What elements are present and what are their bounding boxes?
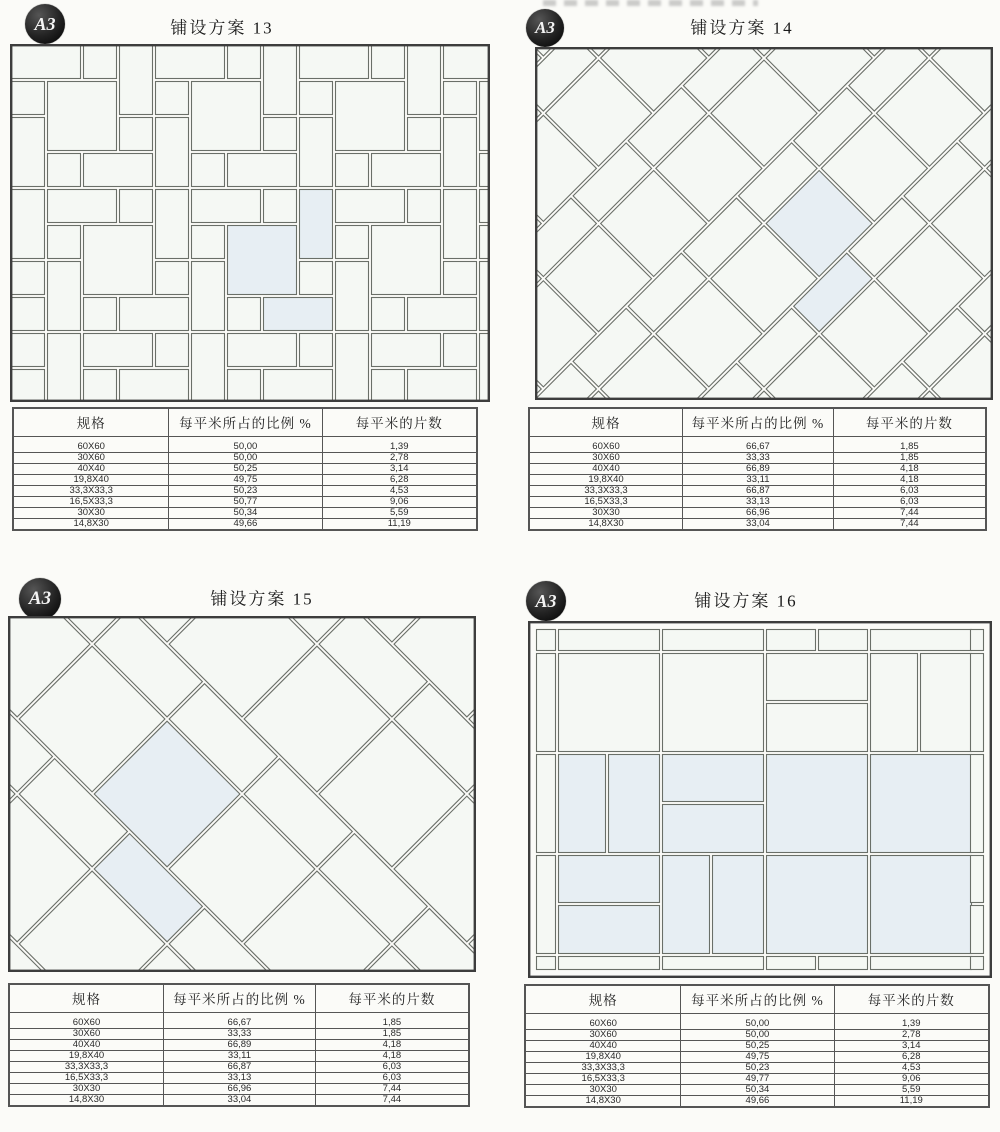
table-cell: 66,96 bbox=[683, 508, 834, 519]
table-cell: 33,3X33,3 bbox=[525, 1063, 681, 1074]
spec-table bbox=[12, 407, 478, 529]
table-cell: 30X60 bbox=[529, 453, 683, 464]
table-row bbox=[529, 497, 986, 508]
table-cell: 5,59 bbox=[322, 508, 477, 519]
table-cell: 7,44 bbox=[382, 1094, 402, 1105]
table-row bbox=[9, 1051, 469, 1062]
table-cell: 4,53 bbox=[834, 1063, 989, 1074]
table-cell: 66,89 bbox=[164, 1040, 316, 1051]
table-cell: 4,18 bbox=[315, 1051, 469, 1062]
table-row bbox=[529, 442, 986, 453]
table-row bbox=[9, 1018, 469, 1029]
table-cell: 49,66 bbox=[681, 1096, 834, 1108]
table-cell: 40X40 bbox=[13, 464, 169, 475]
table-cell: 33,13 bbox=[164, 1073, 316, 1084]
table-row bbox=[9, 1073, 469, 1084]
table-cell: 6,03 bbox=[315, 1062, 469, 1073]
table-cell: 1,85 bbox=[833, 442, 986, 453]
table-cell: 50,23 bbox=[681, 1063, 834, 1074]
table-cell: 50,23 bbox=[169, 486, 322, 497]
table-row bbox=[525, 1074, 989, 1085]
table-cell: 19,8X40 bbox=[9, 1051, 164, 1062]
table-header-cell: 每平米所占的比例 % bbox=[164, 984, 316, 1013]
panel-title: 铺设方案 13 bbox=[170, 18, 274, 38]
table-row bbox=[13, 453, 477, 464]
table-cell: 4,18 bbox=[833, 475, 986, 486]
table-cell: 3,14 bbox=[322, 464, 477, 475]
table-header-cell: 规格 bbox=[13, 408, 169, 437]
panel-15 bbox=[0, 555, 500, 1132]
table-cell: 16,5X33,3 bbox=[529, 497, 683, 508]
table-row bbox=[525, 1096, 989, 1108]
table-row bbox=[525, 1019, 989, 1030]
table-cell: 16,5X33,3 bbox=[13, 497, 169, 508]
table-row bbox=[13, 508, 477, 519]
table-row bbox=[525, 1052, 989, 1063]
table-cell: 30X30 bbox=[525, 1085, 681, 1096]
table-cell: 6,28 bbox=[834, 1052, 989, 1063]
table-row bbox=[525, 1030, 989, 1041]
spec-table bbox=[8, 983, 470, 1103]
table-cell: 66,67 bbox=[683, 442, 834, 453]
tile-diagram bbox=[10, 44, 490, 402]
panel-13 bbox=[0, 0, 500, 577]
table-header-cell: 每平米的片数 bbox=[315, 984, 469, 1013]
table-cell: 50,34 bbox=[169, 508, 322, 519]
table-row bbox=[529, 453, 986, 464]
table-header-row bbox=[9, 984, 469, 1013]
table-row bbox=[529, 475, 986, 486]
tile-diagram bbox=[8, 616, 476, 972]
table-cell: 16,5X33,3 bbox=[525, 1074, 681, 1085]
table-cell: 49,66 bbox=[169, 519, 322, 531]
table-cell: 4,53 bbox=[322, 486, 477, 497]
table-row bbox=[9, 1029, 469, 1040]
table-row bbox=[525, 1085, 989, 1096]
table-header-cell: 规格 bbox=[529, 408, 683, 437]
spec-table bbox=[524, 984, 990, 1106]
table-cell: 5,59 bbox=[834, 1085, 989, 1096]
table-cell: 50,25 bbox=[681, 1041, 834, 1052]
table-cell: 66,96 bbox=[164, 1084, 316, 1095]
table-cell: 66,89 bbox=[683, 464, 834, 475]
table-cell: 6,03 bbox=[833, 497, 986, 508]
table-cell: 14,8X30 bbox=[529, 519, 683, 531]
table-row bbox=[13, 519, 477, 531]
table-cell: 49,77 bbox=[681, 1074, 834, 1085]
table-cell: 19,8X40 bbox=[525, 1052, 681, 1063]
table-cell: 33,04 bbox=[683, 519, 834, 531]
table-row bbox=[9, 1040, 469, 1051]
table-cell: 19,8X40 bbox=[13, 475, 169, 486]
a3-badge: A3 bbox=[25, 4, 65, 44]
table-cell: 33,3X33,3 bbox=[9, 1062, 164, 1073]
table-cell: 11,19 bbox=[899, 1095, 923, 1106]
table-cell: 30X60 bbox=[13, 453, 169, 464]
a3-badge: A3 bbox=[526, 581, 566, 621]
table-cell: 33,33 bbox=[164, 1029, 316, 1040]
table-cell: 66,87 bbox=[683, 486, 834, 497]
table-cell: 50,00 bbox=[169, 442, 322, 453]
table-cell: 1,85 bbox=[315, 1018, 469, 1029]
table-cell: 33,3X33,3 bbox=[529, 486, 683, 497]
table-cell: 40X40 bbox=[525, 1041, 681, 1052]
table-cell: 1,85 bbox=[315, 1029, 469, 1040]
table-cell: 33,3X33,3 bbox=[13, 486, 169, 497]
table-cell: 49,75 bbox=[681, 1052, 834, 1063]
table-cell: 50,00 bbox=[681, 1019, 834, 1030]
table-cell: 9,06 bbox=[834, 1074, 989, 1085]
table-row bbox=[529, 508, 986, 519]
table-cell: 4,18 bbox=[833, 464, 986, 475]
table-header-cell: 每平米的片数 bbox=[322, 408, 477, 437]
table-cell: 6,03 bbox=[315, 1073, 469, 1084]
table-cell: 1,85 bbox=[833, 453, 986, 464]
table-cell: 33,33 bbox=[683, 453, 834, 464]
table-cell: 66,67 bbox=[164, 1018, 316, 1029]
table-cell: 14,8X30 bbox=[13, 519, 169, 531]
table-cell: 14,8X30 bbox=[525, 1096, 681, 1108]
table-header-cell: 规格 bbox=[9, 984, 164, 1013]
table-header-cell: 每平米的片数 bbox=[834, 985, 989, 1014]
table-header-cell: 每平米的片数 bbox=[833, 408, 986, 437]
panel-16 bbox=[500, 555, 1000, 1132]
table-cell: 30X60 bbox=[525, 1030, 681, 1041]
table-cell: 7,44 bbox=[833, 508, 986, 519]
table-cell: 60X60 bbox=[525, 1019, 681, 1030]
table-cell: 60X60 bbox=[529, 442, 683, 453]
table-cell: 60X60 bbox=[13, 442, 169, 453]
table-header-cell: 每平米所占的比例 % bbox=[681, 985, 834, 1014]
table-header-cell: 规格 bbox=[525, 985, 681, 1014]
table-cell: 50,77 bbox=[169, 497, 322, 508]
table-cell: 33,04 bbox=[164, 1095, 316, 1107]
tile-diagram bbox=[528, 621, 992, 978]
table-cell: 4,18 bbox=[315, 1040, 469, 1051]
table-cell: 33,11 bbox=[164, 1051, 316, 1062]
table-header-row bbox=[13, 408, 477, 437]
table-cell: 30X30 bbox=[13, 508, 169, 519]
table-cell: 11,19 bbox=[387, 518, 411, 529]
a3-badge: A3 bbox=[19, 578, 61, 620]
table-cell: 16,5X33,3 bbox=[9, 1073, 164, 1084]
table-cell: 9,06 bbox=[322, 497, 477, 508]
spec-table bbox=[528, 407, 987, 529]
table-cell: 3,14 bbox=[834, 1041, 989, 1052]
table-header-row bbox=[529, 408, 986, 437]
table-header-row bbox=[525, 985, 989, 1014]
table-row bbox=[13, 442, 477, 453]
table-row bbox=[525, 1063, 989, 1074]
table-cell: 30X60 bbox=[9, 1029, 164, 1040]
table-cell: 40X40 bbox=[9, 1040, 164, 1051]
table-cell: 50,25 bbox=[169, 464, 322, 475]
table-cell: 33,11 bbox=[683, 475, 834, 486]
table-row bbox=[529, 486, 986, 497]
table-cell: 1,39 bbox=[322, 442, 477, 453]
panel-title: 铺设方案 15 bbox=[210, 589, 314, 609]
panel-14 bbox=[500, 0, 1000, 577]
panel-title: 铺设方案 14 bbox=[690, 18, 794, 38]
table-cell: 30X30 bbox=[9, 1084, 164, 1095]
table-cell: 50,00 bbox=[169, 453, 322, 464]
table-cell: 7,44 bbox=[900, 518, 919, 529]
tile-diagram bbox=[535, 47, 993, 400]
table-cell: 14,8X30 bbox=[9, 1095, 164, 1107]
table-cell: 1,39 bbox=[834, 1019, 989, 1030]
table-cell: 2,78 bbox=[322, 453, 477, 464]
table-row bbox=[13, 486, 477, 497]
table-row bbox=[525, 1041, 989, 1052]
table-header-cell: 每平米所占的比例 % bbox=[169, 408, 322, 437]
table-row bbox=[9, 1084, 469, 1095]
table-cell: 66,87 bbox=[164, 1062, 316, 1073]
table-row bbox=[9, 1095, 469, 1107]
table-header-cell: 每平米所占的比例 % bbox=[683, 408, 834, 437]
table-cell: 40X40 bbox=[529, 464, 683, 475]
table-row bbox=[529, 519, 986, 531]
table-row bbox=[13, 497, 477, 508]
table-row bbox=[9, 1062, 469, 1073]
table-cell: 7,44 bbox=[315, 1084, 469, 1095]
table-row bbox=[13, 464, 477, 475]
table-cell: 49,75 bbox=[169, 475, 322, 486]
table-row bbox=[13, 475, 477, 486]
a3-badge: A3 bbox=[526, 9, 564, 47]
table-cell: 6,03 bbox=[833, 486, 986, 497]
table-cell: 60X60 bbox=[9, 1018, 164, 1029]
panel-title: 铺设方案 16 bbox=[694, 591, 798, 611]
table-cell: 6,28 bbox=[322, 475, 477, 486]
table-cell: 33,13 bbox=[683, 497, 834, 508]
table-cell: 19,8X40 bbox=[529, 475, 683, 486]
table-cell: 2,78 bbox=[834, 1030, 989, 1041]
table-cell: 50,00 bbox=[681, 1030, 834, 1041]
table-cell: 50,34 bbox=[681, 1085, 834, 1096]
table-cell: 30X30 bbox=[529, 508, 683, 519]
table-row bbox=[529, 464, 986, 475]
